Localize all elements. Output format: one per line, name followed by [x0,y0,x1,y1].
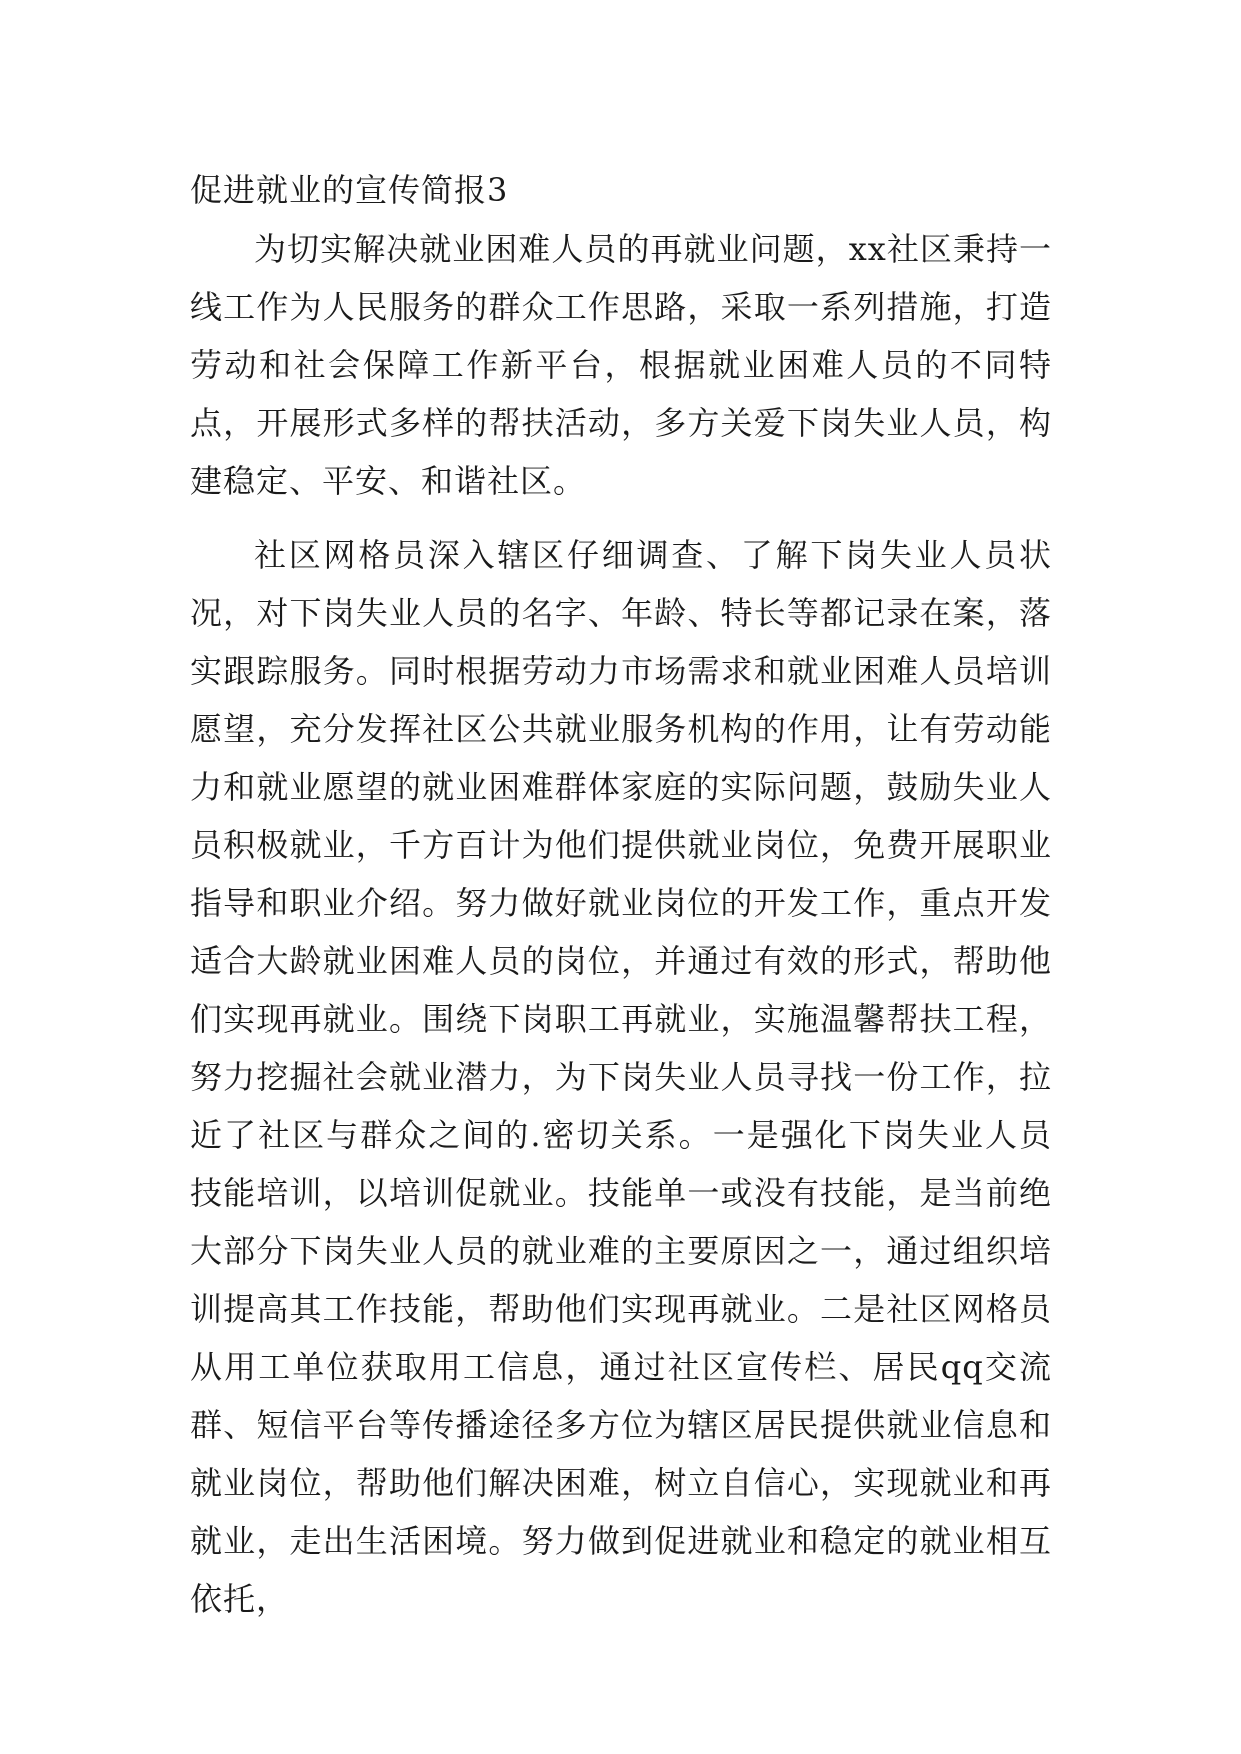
document-body [190,160,1052,1628]
paragraph-intro: 为切实解决就业困难人员的再就业问题，xx社区秉持一线工作为人民服务的群众工作思路，采取一系列措施，打造劳动和社会保障工作新平台，根据就业困难人员的不同特点，开展形式多样的帮扶活动，多方关爱下岗失业人员，构建稳定、平安、和谐社区。 [190,230,1052,500]
document-title: 促进就业的宣传简报3 [190,171,509,209]
paragraph-measures: 社区网格员深入辖区仔细调查、了解下岗失业人员状况，对下岗失业人员的名字、年龄、特长等都记录在案，落实跟踪服务。同时根据劳动力市场需求和就业困难人员培训愿望，充分发挥社区公共就业服务机构的作用，让有劳动能力和就业愿望的就业困难群体家庭的实际问题，鼓励失业人员积极就业，千方百计为他们提供就业岗位，免费开展职业指导和职业介绍。努力做好就业岗位的开发工作，重点开发适合大龄就业困难人员的岗位，并通过有效的形式，帮助他们实现再就业。围绕下岗职工再就业，实施温馨帮扶工程，努力挖掘社会就业潜力，为下岗失业人员寻找一份工作，拉近了社区与群众之间的.密切关系。一是强化下岗失业人员技能培训，以培训促就业。技能单一或没有技能，是当前绝大部分下岗失业人员的就业难的主要原因之一，通过组织培训提高其工作技能，帮助他们实现再就业。二是社区网格员从用工单位获取用工信息，通过社区宣传栏、居民qq交流群、短信平台等传播途径多方位为辖区居民提供就业信息和就业岗位，帮助他们解决困难，树立自信心，实现就业和再就业，走出生活困境。努力做到促进就业和稳定的就业相互依托， [190,536,1052,1618]
